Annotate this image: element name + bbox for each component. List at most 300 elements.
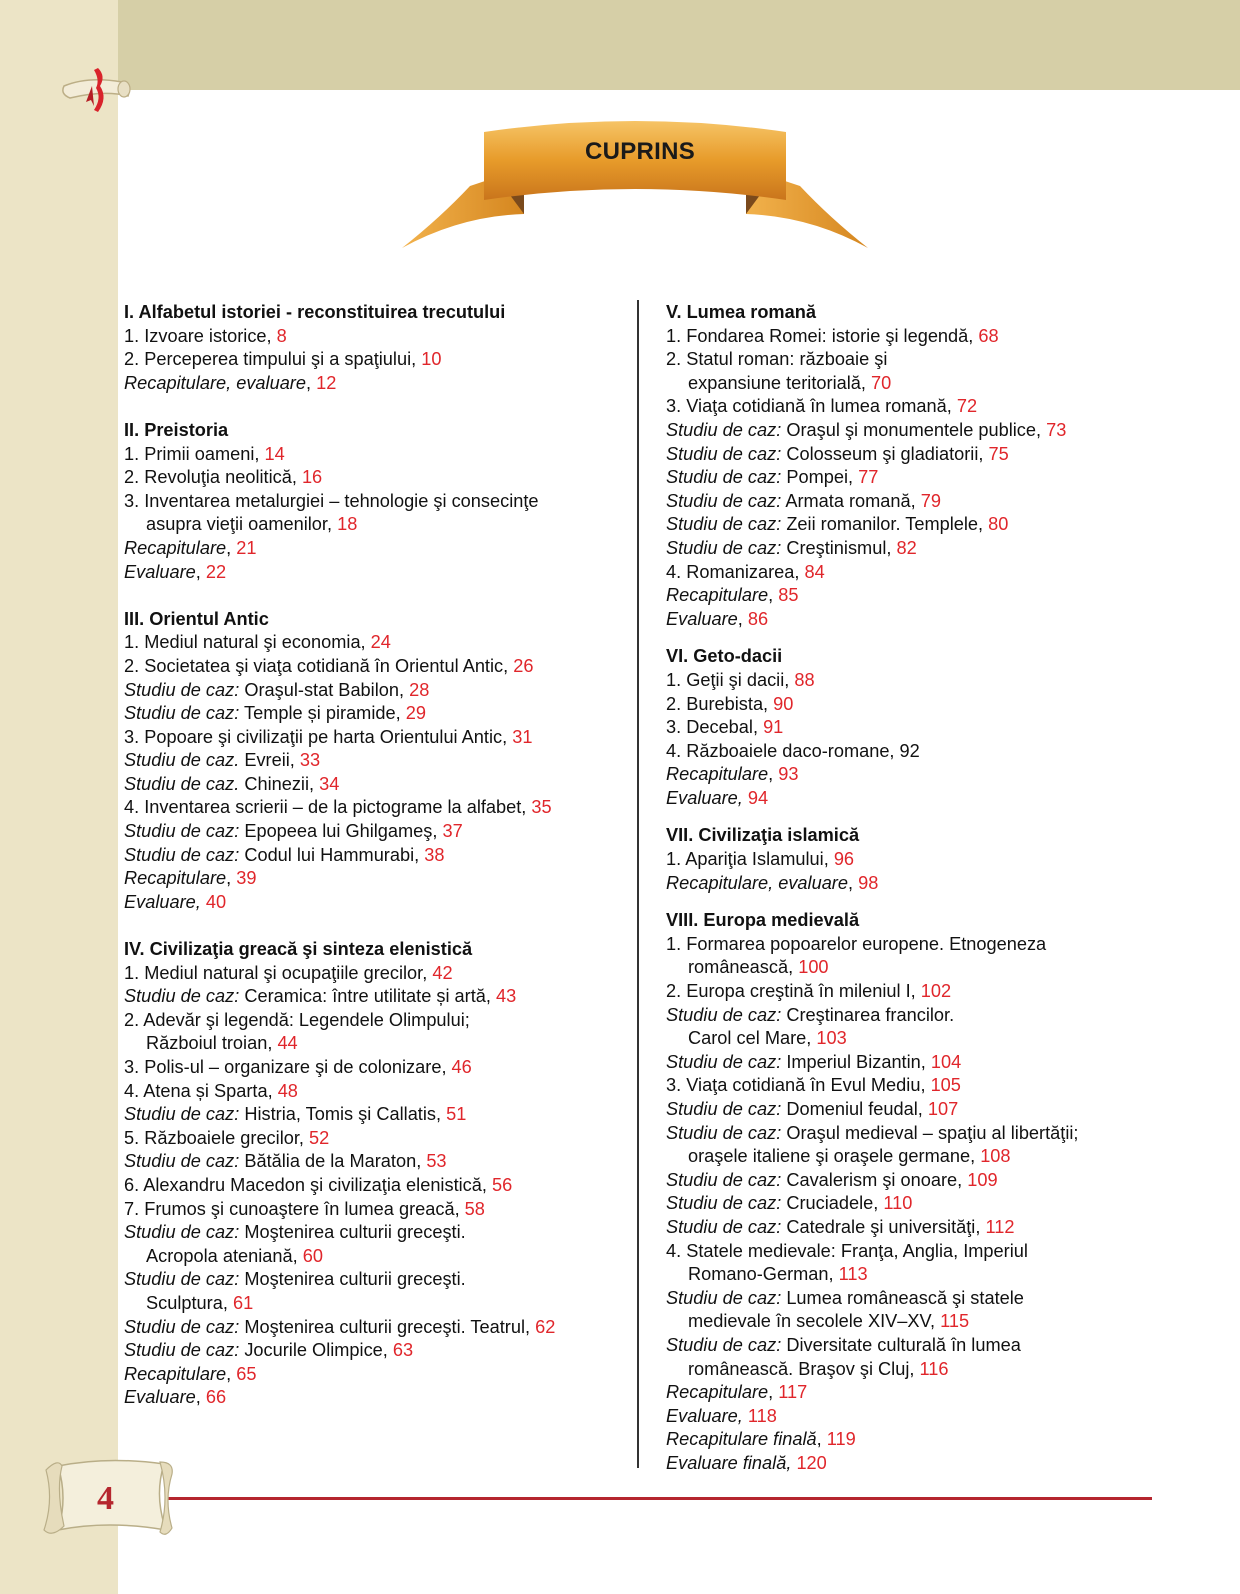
entry-label: Studiu de caz:: [666, 490, 782, 511]
entry-label: Studiu de caz:: [124, 1104, 240, 1125]
entry-title: Cavalerism şi onoare,: [781, 1169, 968, 1190]
toc-entry: [666, 1428, 1078, 1452]
section-heading: [124, 301, 555, 325]
page-title: CUPRINS: [584, 138, 696, 165]
page-ref: 35: [531, 797, 552, 818]
toc-entry: [124, 749, 555, 773]
entry-title: Moştenirea culturii greceşti. Teatrul,: [239, 1316, 536, 1337]
toc-entry: [124, 1127, 555, 1151]
toc-right-column: [666, 301, 1078, 1476]
page-ref: 62: [535, 1316, 556, 1337]
section-heading-text: VII. Civilizaţia islamică: [666, 825, 860, 846]
entry-title: 6. Alexandru Macedon şi civilizaţia elenistică,: [124, 1174, 492, 1195]
section-heading: [124, 608, 555, 632]
page-ref: 46: [451, 1057, 472, 1077]
page-ref: 94: [747, 787, 769, 808]
toc-entry: [666, 372, 1078, 396]
toc-entry: [666, 395, 1078, 419]
entry-label: Studiu de caz:: [666, 1169, 782, 1190]
section-heading: [666, 824, 1078, 848]
entry-title: 2. Statul roman: războaie şi: [666, 349, 888, 370]
entry-title: românească,: [688, 957, 799, 978]
entry-label: Studiu de caz:: [666, 1099, 782, 1119]
toc-entry: [666, 980, 1078, 1004]
toc-entry: [124, 962, 555, 986]
toc-entry: [124, 726, 555, 750]
toc-entry: [124, 1198, 555, 1222]
page-ref: 21: [236, 537, 257, 558]
toc-entry: [124, 796, 555, 820]
toc-entry: [666, 740, 1078, 764]
entry-label: Recapitulare: [124, 1363, 227, 1384]
entry-label: Evaluare finală,: [666, 1452, 792, 1473]
page-number: 4: [97, 1480, 114, 1517]
toc-entry: [124, 490, 555, 514]
page-ref: 86: [747, 608, 769, 629]
entry-title: Moştenirea culturii greceşti.: [239, 1269, 466, 1290]
page-ref: 107: [927, 1099, 959, 1119]
top-band: [0, 0, 1240, 90]
entry-title: Oraşul-stat Babilon,: [239, 679, 410, 700]
page-ref: 113: [838, 1264, 868, 1285]
entry-title: Histria, Tomis şi Callatis,: [239, 1104, 447, 1125]
toc-entry: [666, 513, 1078, 537]
entry-label: Recapitulare, evaluare: [124, 372, 306, 393]
page-ref: 29: [405, 703, 426, 724]
entry-title: Imperiul Bizantin,: [781, 1051, 931, 1072]
page-ref: 116: [919, 1358, 949, 1379]
toc-entry: [124, 1339, 555, 1363]
toc-entry: [666, 1405, 1078, 1429]
page-ref: 104: [930, 1051, 962, 1072]
entry-title: 2. Revoluţia neolitică,: [124, 467, 302, 488]
entry-label: Evaluare,: [666, 1405, 743, 1426]
page-ref: 77: [858, 467, 879, 488]
toc-entry: [124, 702, 555, 726]
toc-entry: [666, 1027, 1078, 1051]
page-ref: 72: [956, 396, 978, 417]
entry-label: Recapitulare: [666, 1382, 769, 1403]
page-ref: 100: [798, 957, 829, 978]
toc-entry: [124, 443, 555, 467]
page-ref: 60: [302, 1245, 323, 1266]
scroll-icon: [58, 64, 138, 122]
entry-title: Romano-German,: [688, 1264, 839, 1285]
page-ref: 84: [804, 561, 825, 582]
section-heading-text: VI. Geto-dacii: [666, 646, 783, 667]
page-ref: 31: [512, 726, 533, 747]
entry-label: Studiu de caz:: [666, 1216, 782, 1237]
entry-title: 4. Romanizarea,: [666, 561, 805, 582]
entry-title: ,: [226, 537, 237, 558]
toc-entry: [124, 985, 555, 1009]
toc-entry: [124, 1386, 555, 1410]
entry-title: Sculptura,: [146, 1292, 233, 1313]
toc-entry: [666, 1074, 1078, 1098]
entry-label: Studiu de caz:: [666, 1334, 782, 1355]
page-ref: 44: [277, 1033, 298, 1054]
page-ref: 28: [409, 679, 430, 700]
page-ref: 102: [920, 981, 952, 1002]
entry-label: Evaluare: [124, 561, 196, 582]
toc-entry: [666, 1381, 1078, 1405]
section-heading-text: I. Alfabetul istoriei - reconstituirea trecutului: [124, 302, 506, 322]
page-ref: 105: [930, 1075, 961, 1096]
page-ref: 61: [232, 1292, 254, 1313]
toc-entry: [666, 1216, 1078, 1240]
page-ref: 112: [985, 1216, 1015, 1237]
entry-title: Chinezii,: [239, 773, 320, 794]
entry-title: 3. Viaţa cotidiană în Evul Mediu,: [666, 1075, 931, 1096]
toc-entry: [666, 933, 1078, 957]
entry-label: Evaluare,: [124, 891, 201, 912]
entry-label: Studiu de caz.: [124, 773, 240, 794]
entry-label: Studiu de caz:: [666, 514, 782, 535]
entry-label: Studiu de caz:: [124, 986, 240, 1007]
toc-entry: [666, 1287, 1078, 1311]
toc-entry: [666, 608, 1078, 632]
entry-label: Studiu de caz:: [666, 443, 782, 464]
entry-title: Diversitate culturală în lumea: [781, 1334, 1021, 1355]
entry-label: Studiu de caz:: [124, 1340, 240, 1361]
entry-title: Oraşul medieval – spaţiu al libertăţii;: [781, 1122, 1079, 1143]
toc-entry: [124, 1316, 555, 1340]
page-ref: 51: [446, 1104, 467, 1125]
toc-entry: [124, 1032, 555, 1056]
entry-title: 4. Statele medievale: Franţa, Anglia, Imperiul: [666, 1240, 1028, 1261]
section-heading-text: IV. Civilizaţia greacă şi sinteza elenistică: [124, 939, 473, 960]
entry-label: Recapitulare, evaluare: [666, 872, 848, 893]
entry-title: Creştinismul,: [781, 537, 897, 558]
page-ref: 18: [337, 514, 358, 535]
entry-title: 2. Perceperea timpului şi a spaţiului,: [124, 349, 422, 370]
entry-title: 7. Frumos şi cunoaştere în lumea greacă,: [124, 1198, 465, 1219]
entry-title: 1. Formarea popoarelor europene. Etnogeneza: [666, 933, 1047, 954]
page-ref: 119: [826, 1429, 856, 1450]
entry-title: 4. Inventarea scrierii – de la pictograme la alfabet,: [124, 797, 532, 818]
toc-entry: [124, 1363, 555, 1387]
page-ref: 115: [940, 1311, 970, 1332]
toc-entry: [666, 693, 1078, 717]
page-ref: 98: [858, 872, 879, 893]
toc-entry: [666, 787, 1078, 811]
toc-entry: [666, 1051, 1078, 1075]
page-ref: 73: [1046, 419, 1067, 440]
toc-entry: [666, 348, 1078, 372]
toc-entry: [124, 773, 555, 797]
page-ref: 96: [833, 849, 855, 870]
page-ref: 56: [491, 1174, 513, 1195]
page-ref: 16: [301, 467, 323, 488]
toc-entry: [124, 655, 555, 679]
entry-label: Recapitulare finală: [666, 1429, 817, 1450]
page-ref: 22: [205, 561, 227, 582]
entry-title: 3. Popoare şi civilizaţii pe harta Orientului Antic,: [124, 726, 513, 747]
toc-entry: [666, 1192, 1078, 1216]
entry-title: 3. Viaţa cotidiană în lumea romană,: [666, 396, 957, 417]
entry-title: Catedrale şi universităţi,: [781, 1216, 986, 1237]
page-ref: 10: [421, 349, 442, 370]
toc-entry: [666, 1358, 1078, 1382]
section-heading: [666, 909, 1078, 933]
entry-label: Studiu de caz:: [666, 1193, 782, 1214]
entry-label: Studiu de caz:: [666, 1051, 782, 1072]
entry-title: 3. Polis-ul – organizare şi de colonizare,: [124, 1057, 452, 1077]
toc-entry: [124, 537, 555, 561]
page-ref: 42: [432, 962, 453, 983]
toc-entry: [124, 325, 555, 349]
toc-entry: [124, 348, 555, 372]
entry-title: ,: [195, 1387, 206, 1408]
column-divider: [637, 300, 639, 1468]
entry-title: 4. Atena și Sparta,: [124, 1080, 278, 1101]
entry-title: ,: [226, 868, 237, 889]
entry-title: 5. Războaiele grecilor,: [124, 1127, 310, 1148]
page-ref: 70: [871, 372, 892, 393]
page-ref: 117: [778, 1382, 808, 1403]
toc-entry: [124, 466, 555, 490]
entry-label: Studiu de caz:: [124, 821, 240, 842]
toc-entry: [666, 1145, 1078, 1169]
toc-entry: [666, 1452, 1078, 1476]
page-ref: 40: [205, 891, 227, 912]
toc-left-column: [124, 301, 555, 1410]
toc-entry: [124, 513, 555, 537]
toc-entry: [666, 419, 1078, 443]
toc-entry: [124, 1221, 555, 1245]
entry-title: Războiul troian,: [146, 1033, 278, 1054]
entry-title: oraşele italiene şi oraşele germane,: [688, 1146, 981, 1167]
toc-entry: [124, 1103, 555, 1127]
page-ref: 33: [299, 750, 321, 771]
entry-title: Codul lui Hammurabi,: [239, 844, 425, 865]
page-ref: 12: [316, 372, 337, 393]
page-ref: 48: [277, 1080, 298, 1101]
entry-title: Zeii romanilor. Templele,: [781, 514, 989, 535]
page-ref: 88: [794, 669, 815, 690]
entry-title: ,: [737, 608, 748, 629]
entry-label: Studiu de caz:: [124, 1269, 240, 1290]
entry-label: Recapitulare: [666, 764, 769, 785]
entry-title: românească. Braşov şi Cluj,: [688, 1358, 920, 1379]
page-ref: 79: [920, 490, 941, 511]
entry-title: ,: [305, 372, 317, 393]
entry-title: Bătălia de la Maraton,: [239, 1151, 427, 1172]
page-ref: 85: [778, 585, 799, 606]
page-ref: 38: [424, 844, 445, 865]
toc-entry: [124, 1268, 555, 1292]
section-heading-text: II. Preistoria: [124, 419, 229, 440]
toc-entry: [666, 1310, 1078, 1334]
toc-entry: [124, 1080, 555, 1104]
entry-title: 2. Societatea şi viaţa cotidiană în Orientul Antic,: [124, 655, 514, 676]
entry-title: Epopeea lui Ghilgameş,: [239, 821, 443, 842]
entry-title: ,: [195, 561, 206, 582]
entry-label: Recapitulare: [124, 868, 227, 889]
section-heading: [666, 301, 1078, 325]
page-ref: 68: [978, 325, 999, 346]
entry-title: 1. Mediul natural şi ocupaţiile grecilor,: [124, 962, 433, 983]
toc-entry: [124, 1245, 555, 1269]
toc-entry: [124, 561, 555, 585]
toc-entry: [666, 1169, 1078, 1193]
page-ref: 118: [747, 1405, 777, 1426]
entry-label: Studiu de caz.: [124, 750, 240, 771]
toc-entry: [124, 820, 555, 844]
entry-label: Recapitulare: [666, 585, 769, 606]
page-ref: 91: [763, 717, 784, 738]
entry-title: 2. Adevăr şi legendă: Legendele Olimpului;: [124, 1009, 470, 1030]
entry-title: Lumea românească şi statele: [781, 1287, 1024, 1308]
side-band: [0, 0, 118, 1594]
toc-entry: [124, 844, 555, 868]
entry-label: Recapitulare: [124, 537, 227, 558]
toc-entry: [666, 716, 1078, 740]
section-heading: [666, 645, 1078, 669]
page-ref: 66: [205, 1387, 227, 1408]
entry-title: Colosseum şi gladiatorii,: [781, 443, 989, 464]
page-ref: 34: [319, 773, 340, 794]
page-ref: 65: [236, 1363, 257, 1384]
entry-title: 1. Fondarea Romei: istorie şi legendă,: [666, 325, 979, 346]
toc-entry: [666, 466, 1078, 490]
toc-entry: [666, 490, 1078, 514]
section-heading-text: VIII. Europa medievală: [666, 910, 860, 931]
entry-title: 3. Decebal,: [666, 717, 764, 738]
entry-label: Studiu de caz:: [124, 679, 240, 700]
entry-title: Armata romană,: [781, 490, 921, 511]
page-ref: 80: [988, 514, 1009, 535]
page-ref: 26: [513, 655, 534, 676]
toc-entry: [666, 537, 1078, 561]
toc-entry: [666, 848, 1078, 872]
toc-entry: [124, 1292, 555, 1316]
entry-title: Evreii,: [239, 750, 300, 771]
toc-entry: [666, 1240, 1078, 1264]
entry-label: Studiu de caz:: [666, 1122, 782, 1143]
entry-label: Evaluare,: [666, 787, 743, 808]
page-ref: 24: [370, 632, 391, 653]
entry-title: Acropola ateniană,: [146, 1245, 303, 1266]
page-ref: 75: [988, 443, 1009, 464]
page-ref: 37: [442, 821, 463, 842]
entry-label: Studiu de caz:: [124, 703, 240, 724]
toc-entry: [666, 561, 1078, 585]
toc-entry: [124, 372, 555, 396]
entry-title: asupra vieţii oamenilor,: [146, 514, 338, 535]
entry-label: Studiu de caz:: [666, 1287, 782, 1308]
toc-entry: [124, 867, 555, 891]
toc-entry: [666, 872, 1078, 896]
entry-title: Domeniul feudal,: [781, 1099, 928, 1119]
entry-title: ,: [768, 1382, 779, 1403]
entry-title: ,: [816, 1429, 827, 1450]
page-ref: 39: [236, 868, 257, 889]
entry-label: Evaluare: [124, 1387, 196, 1408]
toc-entry: [666, 1004, 1078, 1028]
entry-title: ,: [847, 872, 859, 893]
entry-title: 3. Inventarea metalurgiei – tehnologie şi consecinţe: [124, 490, 539, 511]
entry-title: ,: [768, 585, 779, 606]
entry-label: Studiu de caz:: [124, 1222, 240, 1243]
page-ref: 63: [392, 1340, 414, 1361]
page-ref: 52: [309, 1127, 330, 1148]
toc-entry: [124, 1056, 555, 1080]
toc-entry: [124, 1009, 555, 1033]
page-ref: 103: [816, 1028, 847, 1049]
toc-entry: [666, 443, 1078, 467]
entry-title: Carol cel Mare,: [688, 1028, 817, 1049]
entry-label: Evaluare: [666, 608, 738, 629]
toc-entry: [666, 1334, 1078, 1358]
entry-label: Studiu de caz:: [124, 1151, 240, 1172]
ribbon-banner: [400, 108, 870, 256]
entry-title: Pompei,: [781, 467, 859, 488]
page-ref: 108: [980, 1146, 1011, 1167]
page-ref: 53: [426, 1151, 447, 1172]
page-ref: 14: [264, 443, 285, 464]
toc-entry: [124, 1174, 555, 1198]
entry-label: Studiu de caz:: [666, 537, 782, 558]
entry-title: ,: [768, 764, 779, 785]
page-ref: 120: [796, 1452, 827, 1473]
page-ref: 82: [896, 537, 917, 558]
entry-label: Studiu de caz:: [124, 1316, 240, 1337]
toc-entry: [666, 669, 1078, 693]
entry-label: Studiu de caz:: [666, 467, 782, 488]
page-ref: 93: [778, 764, 799, 785]
toc-entry: [124, 891, 555, 915]
entry-title: Jocurile Olimpice,: [239, 1340, 393, 1361]
entry-title: Creştinarea francilor.: [781, 1004, 955, 1025]
entry-title: medievale în secolele XIV–XV,: [688, 1311, 941, 1332]
toc-entry: [666, 763, 1078, 787]
toc-entry: [666, 1098, 1078, 1122]
section-heading-text: V. Lumea romană: [666, 302, 816, 322]
toc-entry: [666, 1263, 1078, 1287]
page-ref: 90: [773, 693, 794, 714]
entry-title: 2. Europa creştină în mileniul I,: [666, 981, 921, 1002]
page-ref: 58: [464, 1198, 485, 1219]
entry-title: Cruciadele,: [781, 1193, 884, 1214]
entry-label: Studiu de caz:: [666, 419, 782, 440]
entry-title: 4. Războaiele daco-romane, 92: [666, 740, 920, 761]
entry-title: ,: [226, 1363, 237, 1384]
toc-entry: [666, 956, 1078, 980]
entry-title: 1. Mediul natural şi economia,: [124, 632, 371, 653]
toc-entry: [124, 631, 555, 655]
section-heading: [124, 938, 555, 962]
footer-line: [168, 1497, 1152, 1500]
entry-label: Studiu de caz:: [666, 1004, 782, 1025]
toc-entry: [124, 679, 555, 703]
entry-title: expansiune teritorială,: [688, 372, 871, 393]
entry-title: Ceramica: între utilitate și artă,: [239, 986, 497, 1007]
section-heading: [124, 419, 555, 443]
section-heading-text: III. Orientul Antic: [124, 608, 269, 629]
entry-title: 1. Geţii şi dacii,: [666, 669, 795, 690]
entry-title: 1. Izvoare istorice,: [124, 325, 277, 346]
page-ref: 43: [496, 986, 517, 1007]
toc-entry: [666, 584, 1078, 608]
entry-title: 1. Primii oameni,: [124, 443, 265, 464]
entry-title: 2. Burebista,: [666, 693, 774, 714]
entry-label: Studiu de caz:: [124, 844, 240, 865]
entry-title: Oraşul şi monumentele publice,: [781, 419, 1047, 440]
entry-title: Temple și piramide,: [239, 703, 406, 724]
toc-entry: [666, 325, 1078, 349]
entry-title: Moştenirea culturii greceşti.: [239, 1222, 466, 1243]
